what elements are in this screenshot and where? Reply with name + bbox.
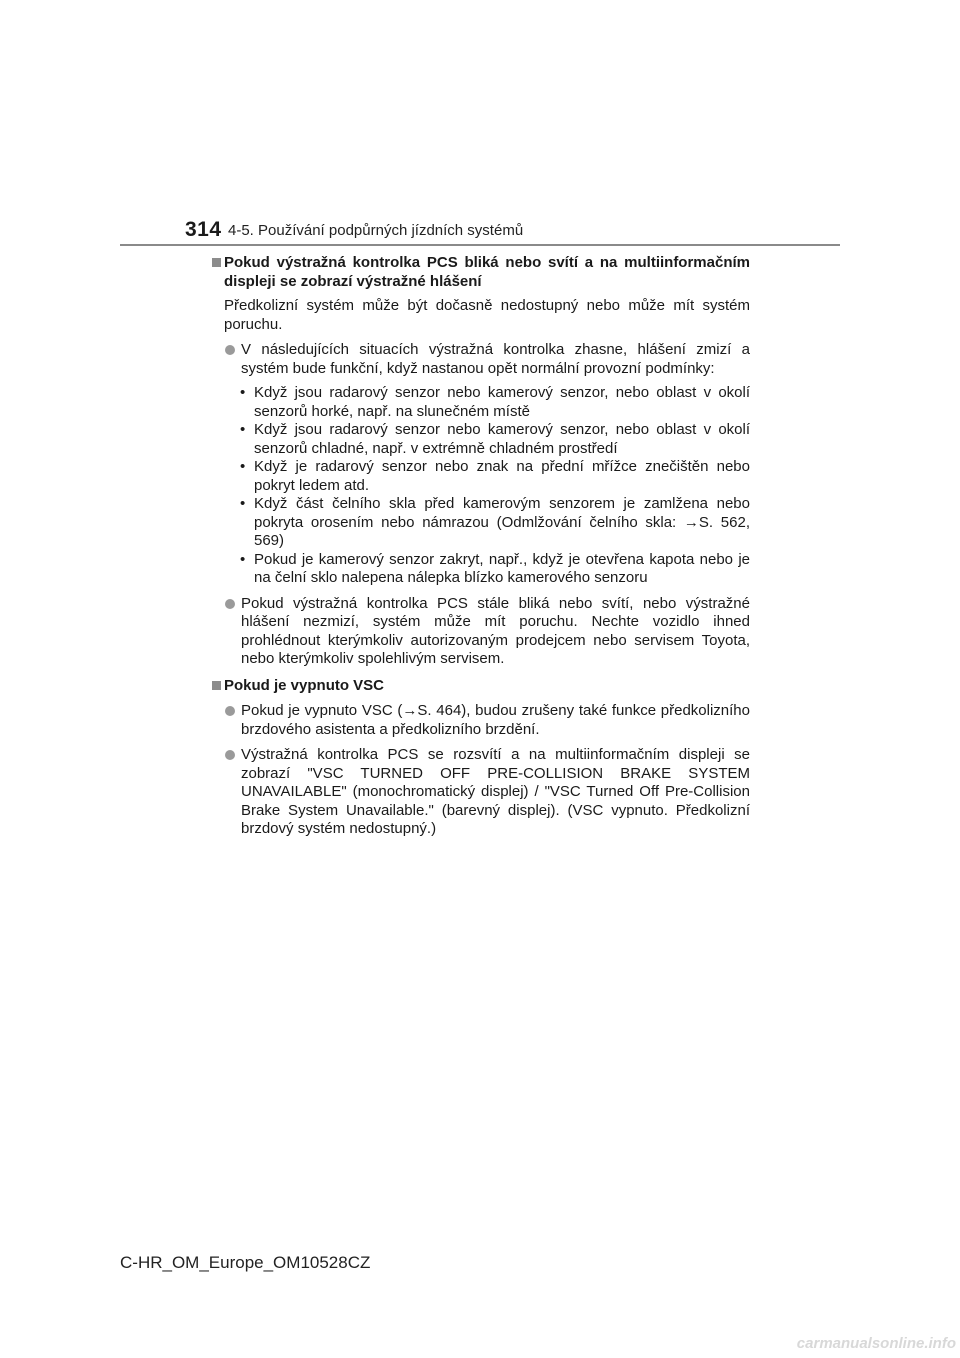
sub-list-item: • Když je radarový senzor nebo znak na přední mřížce znečištěn nebo pokryt ledem atd. <box>240 458 750 494</box>
dot-bullet-icon: • <box>240 421 246 438</box>
list-item: Pokud výstražná kontrolka PCS stále bliká nebo svítí, nebo výstražné hlášení nezmizí, systém může mít poruchu. Nechte vozidlo ihned prohlédnout kterýmkoliv autorizovaným prodejcem nebo servisem Toyota, nebo kterýmkoliv spolehlivým servisem. <box>210 595 750 669</box>
sub-list-item: • Když jsou radarový senzor nebo kamerový senzor, nebo oblast v okolí senzorů chladné, např. v extrémně chladném prostředí <box>240 421 750 457</box>
list-item: V následujících situacích výstražná kontrolka zhasne, hlášení zmizí a systém bude funkční, když nastanou opět normální provozní podmínky: <box>210 341 750 378</box>
circle-bullet-icon <box>225 599 235 609</box>
section-paragraph: Předkolizní systém může být dočasně nedostupný nebo může mít systém poruchu. <box>224 297 750 333</box>
content-area <box>210 254 750 839</box>
sub-list-item: • Když jsou radarový senzor nebo kamerový senzor, nebo oblast v okolí senzorů horké, např. na slunečném místě <box>240 384 750 420</box>
section-heading: Pokud výstražná kontrolka PCS bliká nebo svítí a na multiinformačním displeji se zobrazí výstražné hlášení <box>210 254 750 291</box>
circle-bullet-icon <box>225 706 235 716</box>
circle-bullet-icon <box>225 345 235 355</box>
dot-bullet-icon: • <box>240 458 246 475</box>
sub-list-item: • Když část čelního skla před kamerovým senzorem je zamlžena nebo pokryta orosením nebo námrazou (Odmlžování čelního skla: →S. 562, 569) <box>240 495 750 549</box>
sub-list <box>210 384 750 588</box>
section-heading: Pokud je vypnuto VSC <box>210 677 750 696</box>
dot-bullet-icon: • <box>240 384 246 401</box>
chapter-title: 4-5. Používání podpůrných jízdních systémů <box>228 222 524 239</box>
watermark: carmanualsonline.info <box>796 1335 956 1352</box>
header-rule <box>120 244 840 246</box>
square-bullet-icon <box>212 258 221 267</box>
sub-list-item: • Pokud je kamerový senzor zakryt, např., když je otevřena kapota nebo je na čelní sklo nalepena nálepka blízko kamerového senzoru <box>240 550 750 586</box>
dot-bullet-icon: • <box>240 550 246 568</box>
dot-bullet-icon: • <box>240 495 246 512</box>
footer-doc-code: C-HR_OM_Europe_OM10528CZ <box>120 1253 371 1272</box>
list-item: Výstražná kontrolka PCS se rozsvítí a na multiinformačním displeji se zobrazí "VSC TURNED OFF PRE-COLLISION BRAKE SYSTEM UNAVAILABLE" (monochromatický displej) / "VSC Turned Off Pre-Collision Brake System Unavailable." (barevný displej). (VSC vypnuto. Předkolizní brzdový systém nedostupný.) <box>210 746 750 839</box>
page-number: 314 <box>185 218 222 241</box>
square-bullet-icon <box>212 681 221 690</box>
list-item: Pokud je vypnuto VSC (→S. 464), budou zrušeny také funkce předkolizního brzdového asistenta a předkolizního brzdění. <box>210 702 750 739</box>
circle-bullet-icon <box>225 750 235 760</box>
